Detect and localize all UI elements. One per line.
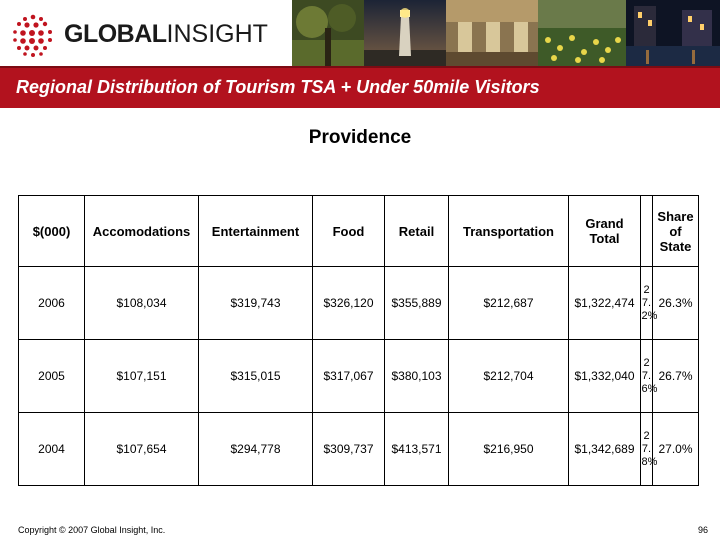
column-header: Transportation — [449, 196, 569, 267]
column-header: Retail — [385, 196, 449, 267]
column-header: Grand Total — [569, 196, 641, 267]
header — [0, 0, 720, 66]
narrow-percent-text: 27.8% — [641, 429, 658, 468]
accommodations-cell: $107,654 — [85, 413, 199, 486]
transportation-cell: $212,687 — [449, 267, 569, 340]
canal-photo-image — [626, 0, 720, 66]
logo-wordmark — [64, 20, 268, 49]
year-cell: 2005 — [19, 340, 85, 413]
narrow-percent-text: 27.6% — [641, 356, 658, 395]
entertainment-cell: $319,743 — [199, 267, 313, 340]
share-cell: 27.0% — [653, 413, 699, 486]
accommodations-cell: $108,034 — [85, 267, 199, 340]
retail-cell: $413,571 — [385, 413, 449, 486]
tree-photo-image — [292, 0, 364, 66]
column-header: Entertainment — [199, 196, 313, 267]
food-cell: $309,737 — [313, 413, 385, 486]
global-insight-logo — [10, 12, 282, 58]
narrow-percent-cell — [641, 413, 658, 486]
lighthouse-photo-image — [364, 0, 446, 66]
transportation-cell: $216,950 — [449, 413, 569, 486]
column-header: Accomodations — [85, 196, 199, 267]
grand-total-cell: $1,332,040 — [569, 340, 641, 413]
retail-cell: $380,103 — [385, 340, 449, 413]
food-cell: $317,067 — [313, 340, 385, 413]
column-header: Share of State — [653, 196, 699, 267]
year-cell: 2006 — [19, 267, 85, 340]
grand-total-cell: $1,322,474 — [569, 267, 641, 340]
photo-strip — [292, 0, 720, 66]
table-row — [19, 340, 699, 413]
column-header — [641, 196, 653, 267]
tourism-table — [18, 195, 699, 486]
copyright-text: Copyright © 2007 Global Insight, Inc. — [18, 525, 166, 535]
accommodations-cell: $107,151 — [85, 340, 199, 413]
share-cell: 26.3% — [653, 267, 699, 340]
entertainment-cell: $294,778 — [199, 413, 313, 486]
table-row — [19, 413, 699, 486]
retail-cell: $355,889 — [385, 267, 449, 340]
logo-bold-text: GLOBAL — [64, 20, 167, 48]
slide-subtitle: Providence — [308, 127, 412, 148]
column-header: $(000) — [19, 196, 85, 267]
slide-title: Regional Distribution of Tourism TSA + Under 50mile Visitors — [16, 77, 540, 97]
logo-light-text: INSIGHT — [166, 20, 268, 48]
column-header: Food — [313, 196, 385, 267]
transportation-cell: $212,704 — [449, 340, 569, 413]
interior-photo-image — [446, 0, 538, 66]
title-bar — [0, 66, 720, 108]
food-cell: $326,120 — [313, 267, 385, 340]
narrow-percent-cell — [641, 267, 658, 340]
share-cell: 26.7% — [653, 340, 699, 413]
narrow-percent-text: 27.2% — [641, 283, 658, 322]
table-header-row — [19, 196, 699, 267]
globe-dots-icon — [10, 12, 56, 58]
entertainment-cell: $315,015 — [199, 340, 313, 413]
grand-total-cell: $1,342,689 — [569, 413, 641, 486]
page-number: 96 — [698, 525, 709, 535]
table-row — [19, 267, 699, 340]
narrow-percent-cell — [641, 340, 658, 413]
flowers-photo-image — [538, 0, 626, 66]
year-cell: 2004 — [19, 413, 85, 486]
